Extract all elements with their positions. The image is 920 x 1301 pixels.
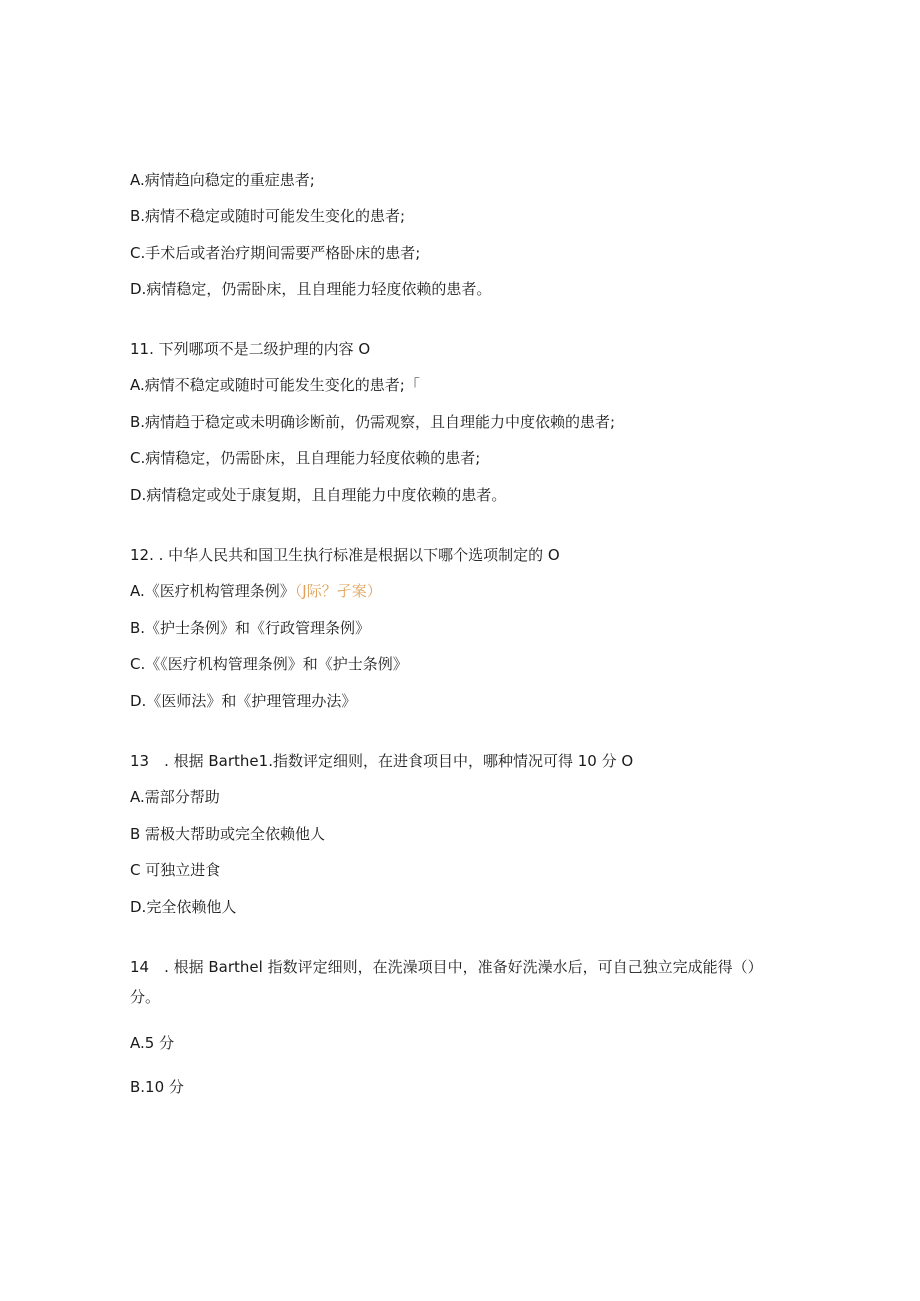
q13-option-b: B 需极大帮助或完全依赖他人 (130, 825, 326, 843)
q10-option-a: A.病情趋向稳定的重症患者; (130, 171, 315, 189)
q11-option-b: B.病情趋于稳定或未明确诊断前，仍需观察，且自理能力中度依赖的患者; (130, 413, 616, 431)
q12-option-c: C.《《医疗机构管理条例》和《护士条例》 (130, 655, 408, 673)
q13-title: 13 . 根据 Barthe1.指数评定细则，在进食项目中，哪种情况可得 10 分 O (130, 752, 634, 770)
q12-option-d: D.《医师法》和《护理管理办法》 (130, 692, 357, 710)
q10-option-c: C.手术后或者治疗期间需要严格卧床的患者; (130, 244, 421, 262)
q14-option-b: B.10 分 (130, 1078, 184, 1096)
q13-option-a: A.需部分帮助 (130, 788, 220, 806)
q12-option-b: B.《护士条例》和《行政管理条例》 (130, 619, 371, 637)
q12-option-a-note: （J际？孑案） (294, 582, 382, 600)
q11-title: 11. 下列哪项不是二级护理的内容 O (130, 340, 371, 358)
q13-option-d: D.完全依赖他人 (130, 898, 237, 916)
q10-option-d: D.病情稳定，仍需卧床，且自理能力轻度依赖的患者。 (130, 280, 492, 298)
q13-option-c: C 可独立进食 (130, 861, 221, 879)
q11-option-c: C.病情稳定，仍需卧床，且自理能力轻度依赖的患者; (130, 449, 481, 467)
q14-option-a: A.5 分 (130, 1034, 175, 1052)
q14-title: 14 . 根据 Barthel 指数评定细则，在洗澡项目中，准备好洗澡水后，可自己独立完成能得（）分。 (130, 958, 763, 1006)
q12-title: 12. . 中华人民共和国卫生执行标准是根据以下哪个选项制定的 O (130, 546, 560, 564)
q11-option-a: A.病情不稳定或随时可能发生变化的患者;「 (130, 376, 420, 394)
q11-option-d: D.病情稳定或处于康复期，且自理能力中度依赖的患者。 (130, 486, 507, 504)
q10-option-b: B.病情不稳定或随时可能发生变化的患者; (130, 207, 406, 225)
q12-option-a-text: A.《医疗机构管理条例》 (130, 582, 295, 600)
q12-option-a (130, 580, 790, 602)
